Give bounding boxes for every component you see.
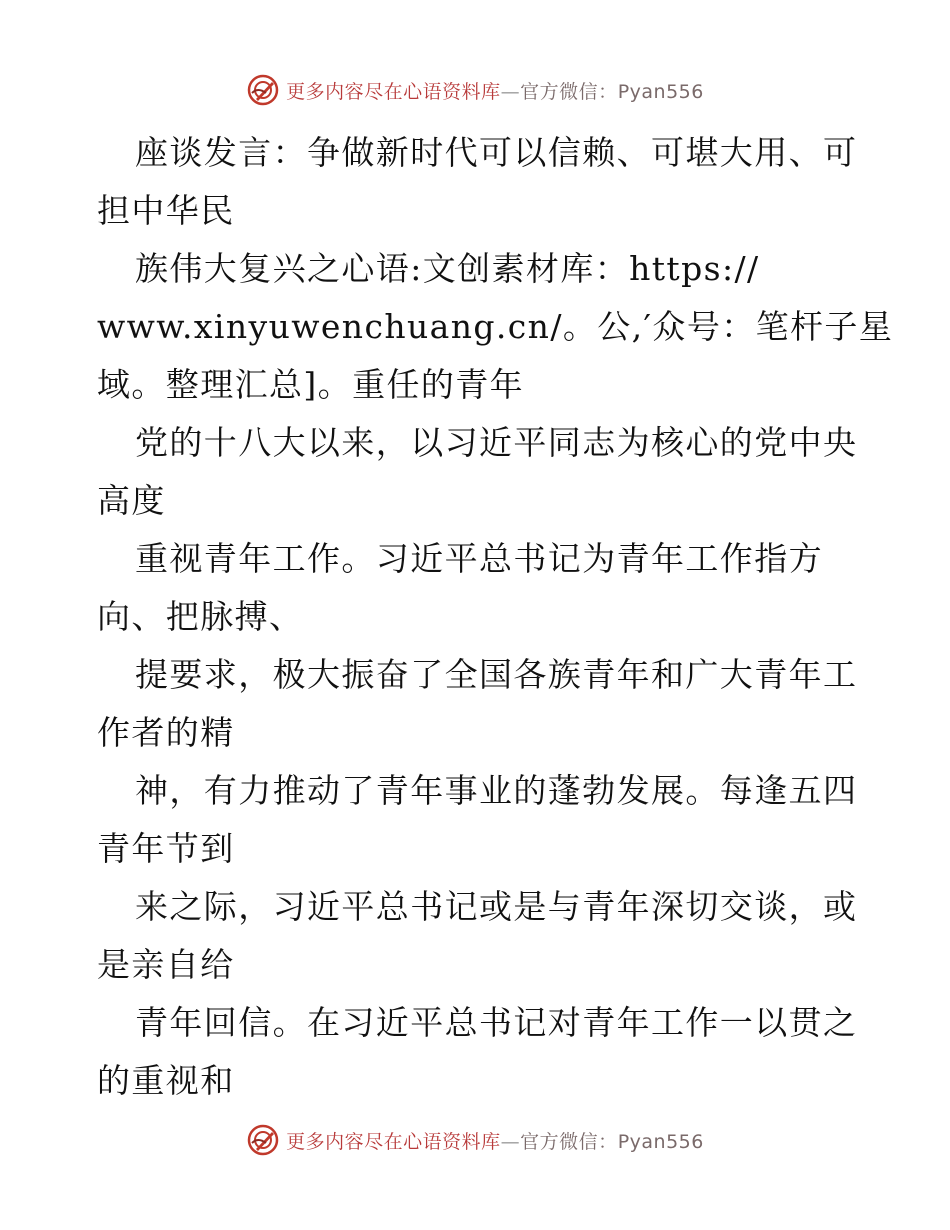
body-line: 座谈发言：争做新时代可以信赖、可堪大用、可 xyxy=(135,133,858,172)
header-watermark-banner xyxy=(0,72,950,108)
body-line: www.xinyuwenchuang.cn/。公,′众号：笔杆子星 xyxy=(97,307,894,346)
footer-watermark-banner xyxy=(0,1122,950,1158)
body-line: 党的十八大以来，以习近平同志为核心的党中央 xyxy=(135,423,858,462)
footer-banner-text xyxy=(286,1127,704,1154)
body-line: 是亲自给 xyxy=(97,945,235,984)
header-wechat-label: 官方微信： xyxy=(520,80,618,103)
footer-brand-text: 更多内容尽在心语资料库 xyxy=(286,1130,501,1153)
header-brand-text: 更多内容尽在心语资料库 xyxy=(286,80,501,103)
body-line: 的重视和 xyxy=(97,1061,235,1100)
body-line: 提要求，极大振奋了全国各族青年和广大青年工 xyxy=(135,655,858,694)
body-line: 神，有力推动了青年事业的蓬勃发展。每逢五四 xyxy=(135,771,858,810)
body-line: 重视青年工作。习近平总书记为青年工作指方 xyxy=(135,539,823,578)
header-wechat-id: Pyan556 xyxy=(617,80,704,103)
footer-wechat-label: 官方微信： xyxy=(520,1130,618,1153)
body-line: 来之际，习近平总书记或是与青年深切交谈，或 xyxy=(135,887,858,926)
header-banner-text xyxy=(286,77,704,104)
body-line: 担中华民 xyxy=(97,191,235,230)
footer-separator: — xyxy=(500,1130,521,1153)
brand-logo-icon xyxy=(246,73,280,107)
body-line: 向、把脉搏、 xyxy=(97,597,304,636)
header-separator: — xyxy=(500,80,521,103)
footer-wechat-id: Pyan556 xyxy=(617,1130,704,1153)
body-line: 族伟大复兴之心语:文创素材库：https:// xyxy=(135,249,760,288)
body-line: 高度 xyxy=(97,481,166,520)
body-line: 青年回信。在习近平总书记对青年工作一以贯之 xyxy=(135,1003,858,1042)
body-line: 作者的精 xyxy=(97,713,235,752)
document-body xyxy=(97,124,894,1110)
body-line: 青年节到 xyxy=(97,829,235,868)
body-line: 域。整理汇总]。重任的青年 xyxy=(97,365,525,404)
brand-logo-icon xyxy=(246,1123,280,1157)
